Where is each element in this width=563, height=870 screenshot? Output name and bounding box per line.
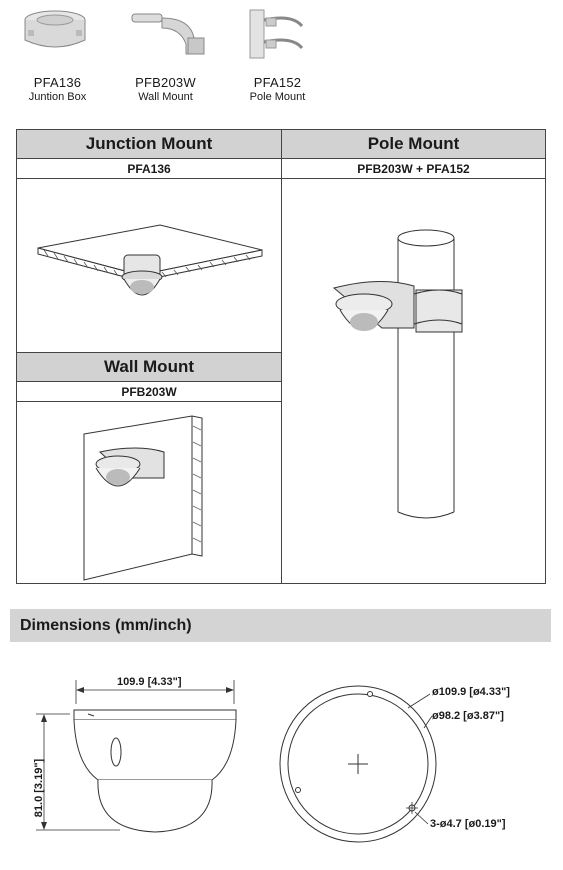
pole-mount-header: Pole Mount bbox=[281, 129, 546, 159]
accessory-model: PFA136 bbox=[33, 75, 82, 90]
wall-mount-header: Wall Mount bbox=[16, 352, 282, 382]
accessory-description: Juntion Box bbox=[28, 91, 87, 103]
accessory-model: PFA152 bbox=[253, 75, 302, 90]
height-dimension-label: 81.0 [3.19"] bbox=[33, 758, 45, 818]
dimensions-section-title: Dimensions (mm/inch) bbox=[10, 609, 551, 642]
junction-mount-model: PFA136 bbox=[16, 158, 282, 179]
width-dimension-label: 109.9 [4.33"] bbox=[117, 676, 182, 688]
accessory-description: Pole Mount bbox=[249, 91, 306, 103]
mounting-hole-label: 3-ø4.7 [ø0.19"] bbox=[430, 818, 506, 830]
inner-diameter-label: ø98.2 [ø3.87"] bbox=[432, 710, 504, 722]
wall-mount-bracket-icon bbox=[128, 8, 208, 58]
junction-box-icon bbox=[20, 6, 90, 56]
accessory-item bbox=[230, 75, 325, 103]
ceiling-junction-mount-illustration bbox=[30, 215, 270, 335]
pole-mount-illustration bbox=[330, 228, 480, 528]
wall-mount-illustration bbox=[80, 412, 220, 582]
accessory-item bbox=[118, 75, 213, 103]
outer-diameter-label: ø109.9 [ø4.33"] bbox=[432, 686, 510, 698]
accessory-description: Wall Mount bbox=[138, 91, 193, 103]
accessory-model: PFB203W bbox=[135, 75, 196, 90]
pole-mount-bracket-icon bbox=[246, 6, 306, 64]
junction-mount-header: Junction Mount bbox=[16, 129, 282, 159]
wall-mount-model: PFB203W bbox=[16, 381, 282, 402]
top-view-drawing bbox=[268, 668, 468, 868]
accessory-item bbox=[10, 75, 105, 103]
pole-mount-model: PFB203W + PFA152 bbox=[281, 158, 546, 179]
side-view-drawing bbox=[20, 660, 270, 870]
